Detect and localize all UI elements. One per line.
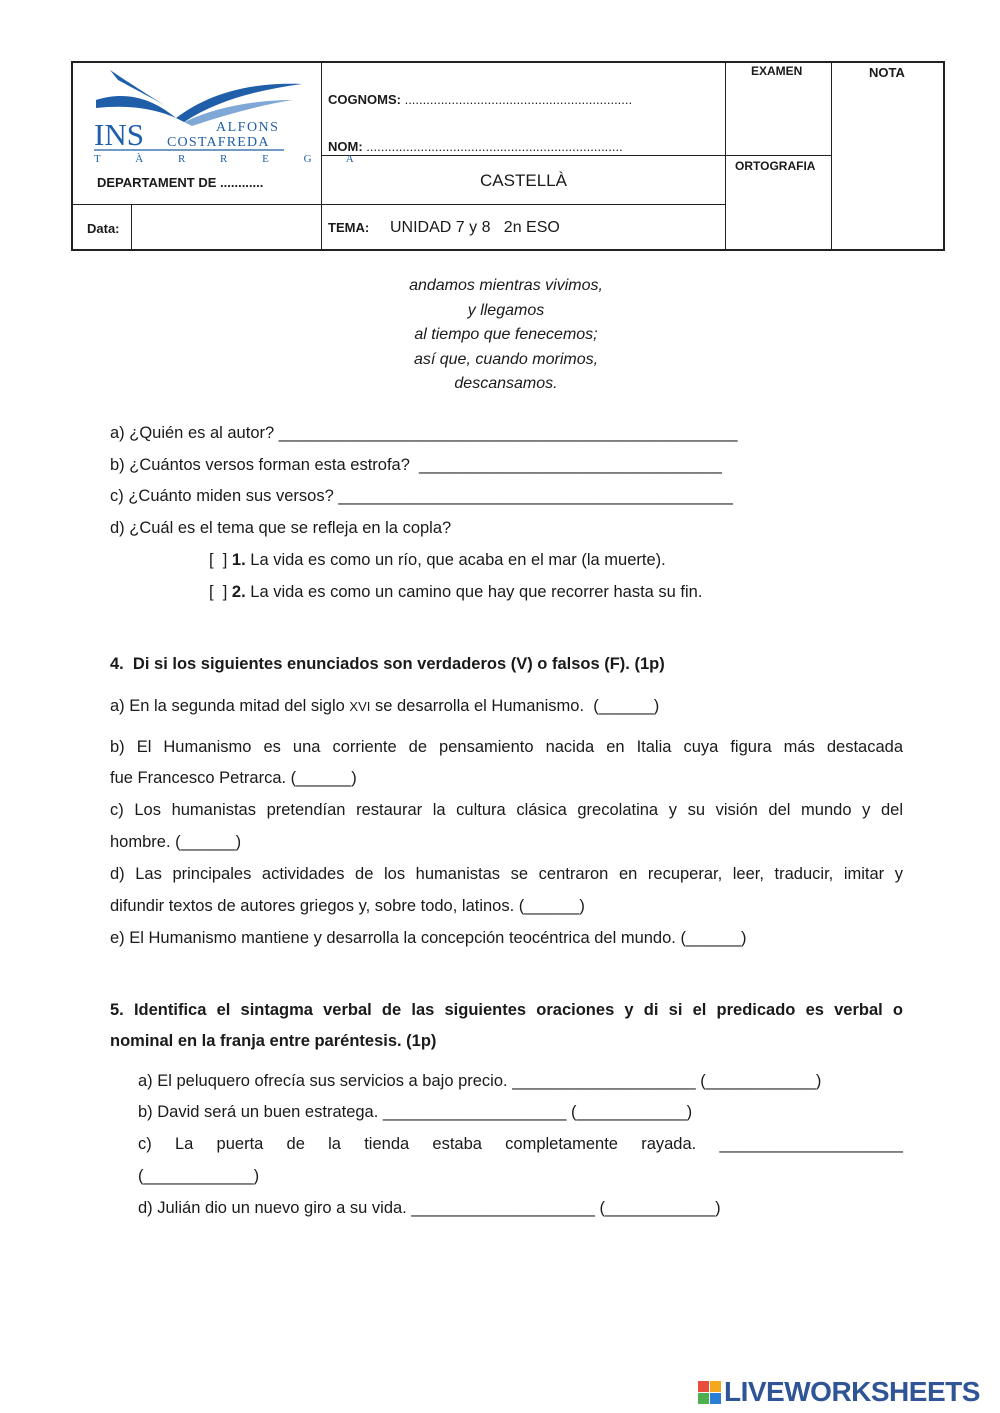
logo-costafreda-text: COSTAFREDA xyxy=(167,135,270,150)
option-2[interactable]: [ ] 2. La vida es como un camino que hay que recorrer hasta su fin. xyxy=(209,583,703,601)
option-2-checkbox[interactable]: [ ] xyxy=(209,583,232,601)
ins-alfons-costafreda-logo xyxy=(88,64,370,165)
question-4b-line2[interactable]: fue Francesco Petrarca. (______) xyxy=(110,769,357,787)
question-4d-line1: d) Las principales actividades de los humanistas se centraron en recuperar, leer, traducir, imitar y xyxy=(110,865,903,883)
question-3c[interactable]: c) ¿Cuánto miden sus versos? ___________________________________________ xyxy=(110,487,733,505)
question-4c-line1: c) Los humanistas pretendían restaurar la cultura clásica grecolatina y su visión del mundo y del xyxy=(110,801,903,819)
question-5a[interactable]: a) El peluquero ofrecía sus servicios a bajo precio. ____________________ (____________) xyxy=(138,1072,822,1090)
nom-field[interactable]: ....................................................................... xyxy=(366,139,623,154)
data-label: Data: xyxy=(87,221,120,236)
header-divider xyxy=(72,204,725,205)
header-divider xyxy=(831,62,832,250)
logo-alfons-text: ALFONS xyxy=(216,120,280,135)
header-divider xyxy=(725,62,726,250)
ortografia-label: ORTOGRAFIA xyxy=(735,159,816,173)
question-3a[interactable]: a) ¿Quién es al autor? __________________________________________________ xyxy=(110,424,738,442)
question-4-title: 4. Di si los siguientes enunciados son verdaderos (V) o falsos (F). (1p) xyxy=(110,655,665,673)
nom-label: NOM: ....................................................................... xyxy=(328,139,623,154)
liveworksheets-logo-icon xyxy=(698,1381,722,1405)
departament-label: DEPARTAMENT DE ............ xyxy=(97,175,264,190)
question-3b[interactable]: b) ¿Cuántos versos forman esta estrofa? _________________________________ xyxy=(110,456,722,474)
header-divider xyxy=(321,155,725,156)
cognoms-label: COGNOMS: ............................................................... xyxy=(328,92,633,107)
poem-line: así que, cuando morimos, xyxy=(413,350,599,368)
poem-line: al tiempo que fenecemos; xyxy=(414,326,598,343)
question-3d: d) ¿Cuál es el tema que se refleja en la copla? xyxy=(110,519,452,537)
nota-label: NOTA xyxy=(869,65,905,80)
liveworksheets-brand[interactable]: LIVEWORKSHEETS xyxy=(724,1376,980,1407)
option-1-checkbox[interactable]: [ ] xyxy=(209,551,232,569)
option-1[interactable]: [ ] 1. La vida es como un río, que acaba en el mar (la muerte). xyxy=(209,551,666,569)
logo-ins-text: INS xyxy=(94,117,144,152)
question-4c-line2[interactable]: hombre. (______) xyxy=(110,833,242,851)
poem-line: descansamos. xyxy=(454,375,558,392)
subject-title: CASTELLÀ xyxy=(480,171,567,190)
question-4e[interactable]: e) El Humanismo mantiene y desarrolla la concepción teocéntrica del mundo. (______) xyxy=(110,929,747,947)
header-divider xyxy=(725,155,831,156)
poem-copla xyxy=(0,274,1000,397)
header-divider xyxy=(131,204,132,250)
examen-label: EXAMEN xyxy=(751,64,803,78)
cognoms-field[interactable]: ............................................................... xyxy=(404,92,633,107)
question-5b[interactable]: b) David será un buen estratega. ____________________ (____________) xyxy=(138,1103,693,1121)
poem-line: andamos mientras vivimos, xyxy=(409,277,603,294)
question-5c-line2[interactable]: (____________) xyxy=(138,1167,260,1185)
question-5d[interactable]: d) Julián dio un nuevo giro a su vida. ____________________ (____________) xyxy=(138,1199,721,1217)
question-4a[interactable]: a) En la segunda mitad del siglo XVI se desarrolla el Humanismo. (______) xyxy=(110,697,660,715)
poem-line: y llegamos xyxy=(467,301,545,319)
logo-tarrega-text: T À R R E G A xyxy=(94,153,370,165)
tema-label: TEMA: xyxy=(328,220,370,235)
question-5-title-line2: nominal en la franja entre paréntesis. (1p) xyxy=(110,1032,437,1050)
question-4d-line2[interactable]: difundir textos de autores griegos y, sobre todo, latinos. (______) xyxy=(110,897,585,915)
tema-value: UNIDAD 7 y 8 2n ESO xyxy=(390,219,560,236)
question-4b-line1: b) El Humanismo es una corriente de pensamiento nacida en Italia cuya figura más destacada xyxy=(110,738,903,756)
question-5-title-line1: 5. Identifica el sintagma verbal de las siguientes oraciones y di si el predicado es verbal o xyxy=(110,1001,903,1019)
question-5c-line1[interactable]: c) La puerta de la tienda estaba completamente rayada. ____________________ xyxy=(138,1135,903,1153)
